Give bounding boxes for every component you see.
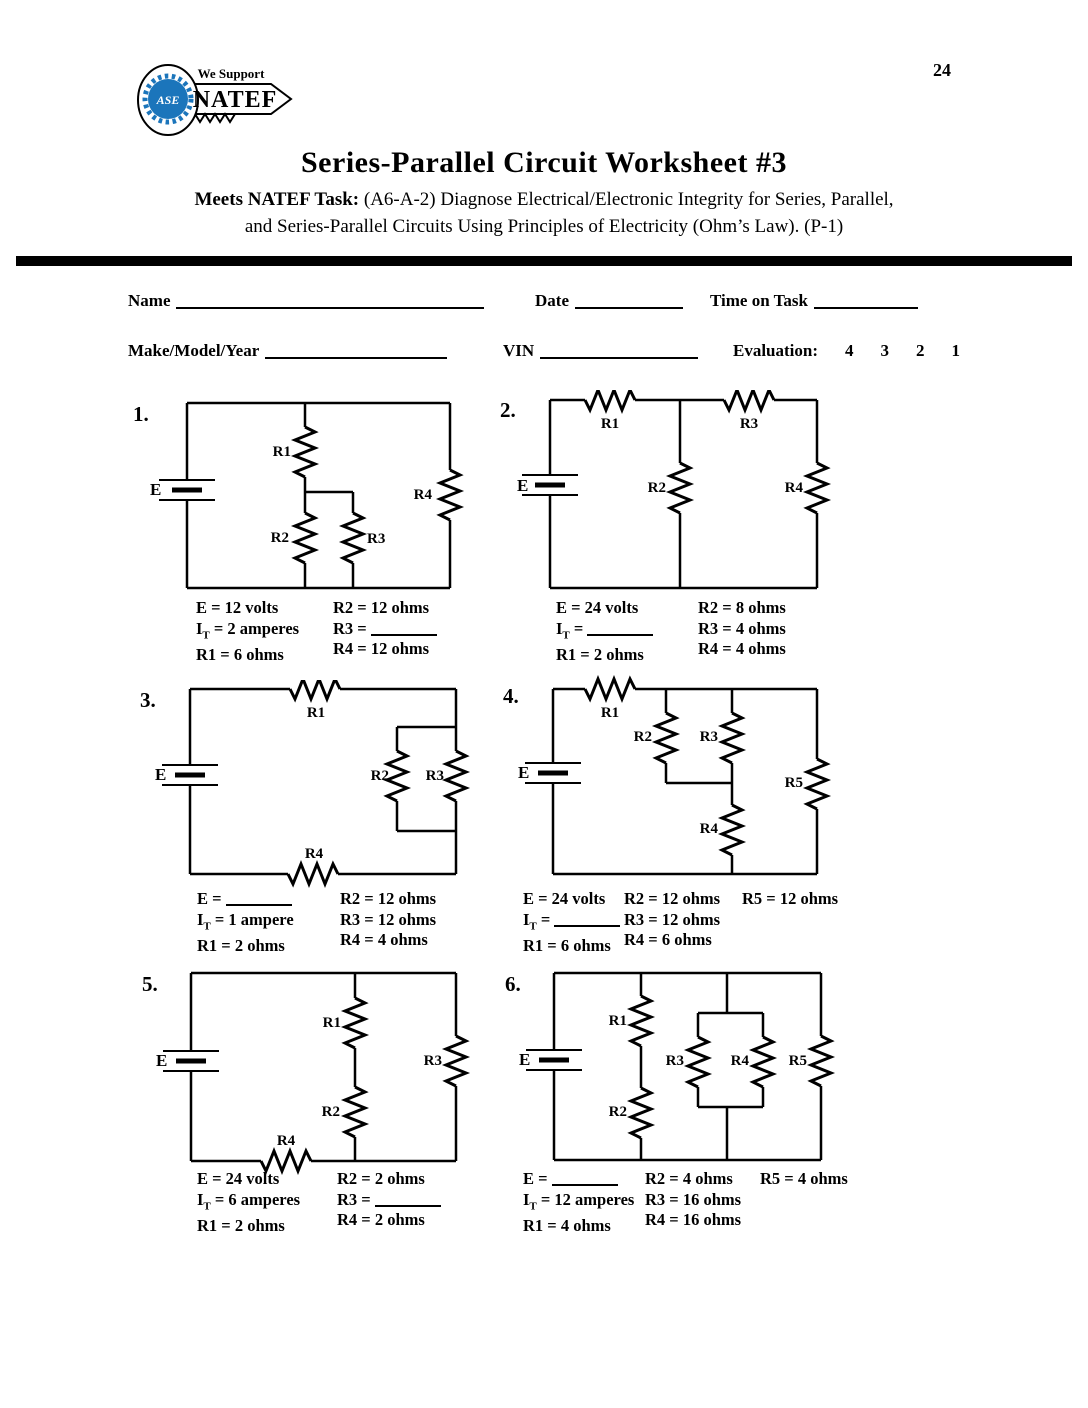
resistor-r2-icon [631,1088,651,1138]
meets-natef-task-label: Meets NATEF Task: [194,189,360,210]
value-line: R5 = 12 ohms [742,889,839,908]
time-on-task-label: Time on Task [710,291,808,310]
r3-label: R3 [423,1053,442,1069]
evaluation-group [733,341,960,361]
r1-label: R1 [600,416,620,432]
value-line: R2 = 8 ohms [698,598,786,617]
make-model-year-label: Make/Model/Year [128,341,260,360]
battery-icon [162,765,218,785]
value-line: R4 = 4 ohms [340,930,428,949]
circuit-1-diagram [130,395,500,600]
circuit-2-diagram [495,390,880,600]
r2-label: R2 [321,1104,340,1120]
circuit-5-values-col1 [197,1169,300,1237]
circuit-3-values-col1 [197,889,294,957]
value-line: R1 = 6 ohms [196,645,284,665]
circuit-5-values-col2 [337,1169,441,1231]
e-label: E [518,763,530,782]
page-number: 24 [933,60,951,80]
value-line: R4 = 2 ohms [337,1210,425,1229]
value-line: R3 = 12 ohms [340,909,437,929]
circuit-3-diagram [130,680,500,890]
circuit-6-diagram [495,965,880,1175]
value-line: $I_T = 6$ amperes [197,1189,301,1212]
vin-field-line [540,342,698,359]
value-line: R4 = 16 ohms [645,1210,742,1229]
r5-label: R5 [788,1053,807,1069]
r3-label: R3 [425,768,444,784]
circuit-6-values-col3 [760,1169,848,1190]
value-line: $I_T$ = [556,619,653,646]
r2-label: R2 [647,480,666,496]
r4-label: R4 [730,1053,749,1069]
natef-logo [125,52,300,147]
value-line: R2 = 2 ohms [337,1169,425,1188]
name-field-line [176,292,484,309]
resistor-r2-icon [656,713,676,763]
value-line: R4 = 6 ohms [624,930,712,949]
value-line: R2 = 4 ohms [645,1169,733,1188]
time-field-line [814,292,918,309]
blank-answer-line [375,1192,441,1207]
resistor-r3-icon [343,513,363,563]
r5-label: R5 [784,775,803,791]
value-line: R3 = 16 ohms [645,1189,742,1209]
resistor-r4-icon [288,864,338,884]
circuit-4-values-col3 [742,889,838,910]
resistor-r1-icon [585,390,635,410]
value-line: R3 = [337,1190,441,1211]
value-line: R1 = 4 ohms [523,1216,611,1236]
evaluation-option: 4 [845,341,854,360]
e-label: E [517,476,529,495]
r2-label: R2 [370,768,389,784]
circuit-6-values-col1 [523,1169,634,1237]
resistor-r3-icon [688,1037,708,1087]
value-line: R4 = 4 ohms [698,639,786,658]
resistor-r1-icon [631,996,651,1046]
r4-label: R4 [276,1133,296,1149]
e-label: E [155,765,167,784]
r3-label: R3 [699,729,718,745]
value-line: E = [523,1169,634,1190]
value-line: R1 = 2 ohms [197,1216,285,1236]
value-line: R2 = 12 ohms [333,598,430,617]
name-label: Name [128,291,171,310]
header-rule [16,256,1072,266]
resistor-r3-icon [446,751,466,801]
resistor-r5-icon [811,1036,831,1086]
r1-label: R1 [600,705,620,721]
circuit-6-values-col2 [645,1169,741,1231]
value-line: $I_T$ = [523,910,620,937]
value-line: $I_T = 2$ amperes [196,618,300,641]
blank-answer-line [371,621,437,636]
logo-key-teeth [195,114,235,122]
make-field-line [265,342,447,359]
r1-label: R1 [322,1015,341,1031]
circuit-1-values-col1 [196,598,299,666]
resistor-r4-icon [722,805,742,855]
task-line-2: and Series-Parallel Circuits Using Principles of Electricity (Ohm’s Law). (P-1) [244,216,844,237]
vin-field-group [503,341,698,361]
circuit-3-values-col2 [340,889,436,951]
resistor-r2-icon [670,463,690,513]
value-line: $I_T = 1$ ampere [197,909,294,932]
date-field-group [535,291,683,311]
r1-label: R1 [608,1013,627,1029]
r1-label: R1 [306,705,326,721]
circuit-4-values-col1 [523,889,620,957]
r4-label: R4 [784,480,803,496]
e-label: E [156,1051,168,1070]
e-label: E [519,1050,531,1069]
resistor-r4-icon [807,463,827,513]
value-line: R3 = [333,619,437,640]
value-line: E = 24 volts [556,598,639,617]
circuit-number: 2. [500,398,516,422]
resistor-r2-icon [295,513,315,563]
r2-label: R2 [608,1104,627,1120]
circuit-wires [187,403,450,588]
circuit-5-diagram [130,965,500,1175]
circuit-number: 5. [142,972,158,996]
battery-icon [526,1050,582,1070]
circuit-2-values-col1 [556,598,653,666]
r1-label: R1 [272,444,291,460]
blank-answer-line [226,891,292,906]
battery-icon [163,1051,219,1071]
resistor-r1-icon [290,680,340,699]
r2-label: R2 [633,729,652,745]
resistor-r1-icon [345,998,365,1048]
logo-we-support-text: We Support [197,66,265,81]
circuit-number: 1. [133,402,149,426]
value-line: R5 = 4 ohms [760,1169,848,1188]
value-line: R3 = 12 ohms [624,909,721,929]
evaluation-label: Evaluation: [733,341,819,360]
blank-answer-line [554,912,620,927]
circuit-1-values-col2 [333,598,437,660]
value-line: R1 = 2 ohms [556,645,644,665]
logo-ase-text: ASE [156,93,180,107]
make-field-group [128,341,447,361]
r4-label: R4 [304,846,324,862]
value-line: R3 = 4 ohms [698,618,786,638]
circuit-wires [191,973,456,1161]
circuit-4-diagram [495,675,880,890]
circuit-4-values-col2 [624,889,720,951]
resistor-r3-icon [446,1036,466,1086]
resistor-r2-icon [345,1087,365,1137]
circuit-number: 6. [505,972,521,996]
value-line: E = [197,889,294,910]
r2-label: R2 [270,530,289,546]
blank-answer-line [552,1171,618,1186]
task-text-1: (A6-A-2) Diagnose Electrical/Electronic Integrity for Series, Parallel, [363,189,894,210]
date-field-line [575,292,683,309]
r4-label: R4 [699,821,718,837]
r4-label: R4 [413,487,432,503]
r3-label: R3 [739,416,759,432]
date-label: Date [535,291,569,310]
circuit-number: 3. [140,688,156,712]
task-line-1 [0,189,1088,211]
value-line: $I_T = 12$ amperes [523,1189,635,1212]
evaluation-option: 1 [951,341,961,360]
resistor-r4-icon [753,1037,773,1087]
resistor-r1-icon [295,427,315,477]
evaluation-option: 3 [880,341,890,360]
resistor-r1-icon [585,679,635,699]
circuit-wires [553,689,817,874]
value-line: R2 = 12 ohms [624,889,721,908]
r3-label: R3 [665,1053,684,1069]
value-line: E = 24 volts [523,889,606,908]
r3-label: R3 [367,531,386,547]
resistor-r5-icon [807,759,827,809]
circuit-number: 4. [503,684,519,708]
logo-natef-text: NATEF [192,87,278,113]
value-line: R1 = 6 ohms [523,936,611,956]
value-line: E = 24 volts [197,1169,280,1188]
time-field-group [710,291,918,311]
resistor-r3-icon [722,713,742,763]
blank-answer-line [587,621,653,636]
resistor-r4-icon [440,470,460,520]
circuit-2-values-col2 [698,598,786,660]
battery-icon [522,475,578,495]
name-field-group [128,291,484,311]
value-line: R4 = 12 ohms [333,639,430,658]
e-label: E [150,480,162,499]
circuit-wires [550,400,817,588]
value-line: R1 = 2 ohms [197,936,285,956]
battery-icon [159,480,215,500]
value-line: R2 = 12 ohms [340,889,437,908]
resistor-r3-icon [724,390,774,410]
evaluation-option: 2 [916,341,925,360]
vin-label: VIN [503,341,535,360]
resistor-r4-icon [261,1151,311,1171]
resistor-r2-icon [387,751,407,801]
battery-icon [525,763,581,783]
value-line: E = 12 volts [196,598,279,617]
worksheet-title: Series-Parallel Circuit Worksheet #3 [301,146,787,179]
